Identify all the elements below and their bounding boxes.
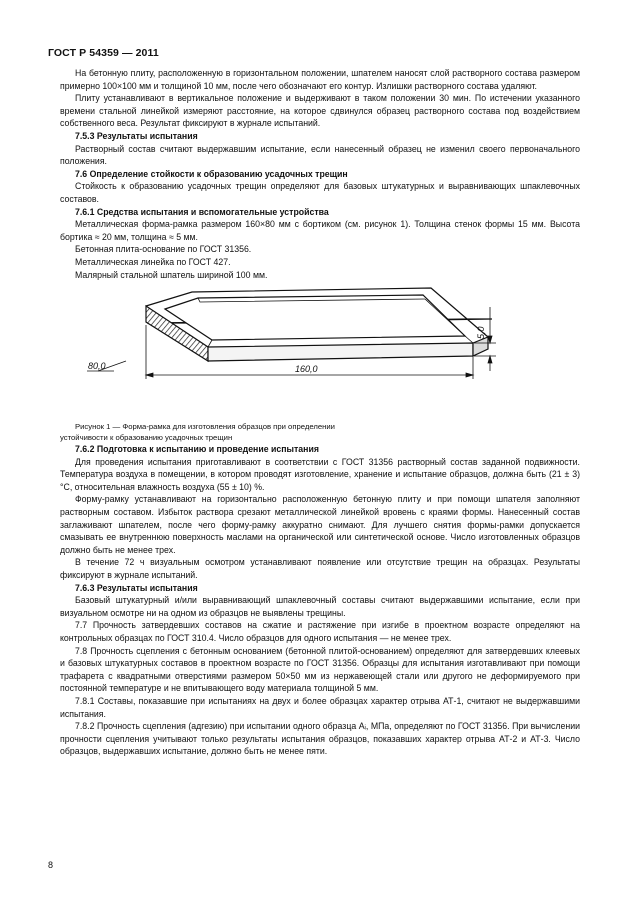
- figure-caption: [60, 421, 580, 443]
- paragraph: Стойкость к образованию усадочных трещин определяют для базовых штукатурных и выравнивающих шпаклевочных составов.: [60, 181, 580, 204]
- paragraph: На бетонную плиту, расположенную в горизонтальном положении, шпателем наносят слой растворного состава размером примерно 100×100 мм и толщиной 10 мм, после чего обозначают его контур. Излишки растворного состава удаляют.: [60, 68, 580, 91]
- dimension-width-label: 80,0: [88, 361, 106, 372]
- text-block-top: [60, 67, 580, 281]
- section-heading: 7.6.3 Результаты испытания: [75, 582, 198, 593]
- paragraph: 7.7 Прочность затвердевших составов на сжатие и растяжение при изгибе в проектном возрасте определяют на контрольных образцах по ГОСТ 310.4. Число образцов для одного испытания — не менее трех.: [60, 620, 580, 643]
- frame-mold-drawing: [60, 281, 580, 421]
- dimension-height-label: 5,0: [476, 326, 486, 340]
- paragraph: Бетонная плита-основание по ГОСТ 31356.: [75, 244, 252, 255]
- paragraph: Малярный стальной шпатель шириной 100 мм.: [75, 269, 268, 280]
- standard-header: ГОСТ Р 54359 — 2011: [48, 47, 159, 59]
- text-block-bottom: [60, 443, 580, 758]
- paragraph: Металлическая форма-рамка размером 160×80 мм с бортиком (см. рисунок 1). Толщина стенок формы 15 мм. Высота бортика ≈ 20 мм, толщина ≈ 5 мм.: [60, 219, 580, 242]
- page-number: 8: [48, 860, 54, 870]
- paragraph: Базовый штукатурный и/или выравнивающий шпаклевочный составы считают выдержавшими испытание, если при визуальном осмотре ни на одном из образцов не выявлены трещины.: [60, 595, 580, 618]
- paragraph: Для проведения испытания приготавливают в соответствии с ГОСТ 31356 растворный состав заданной подвижности. Температура воздуха в помещении, в котором проводят изготовление, хранение и испытание образцов, должна быть (21 ± 3) °С, относительная влажность воздуха (55 ± 10) %.: [60, 456, 580, 492]
- paragraph: Растворный состав считают выдержавшим испытание, если нанесенный образец не изменил своего первоначального положения.: [60, 143, 580, 167]
- paragraph: 7.8 Прочность сцепления с бетонным основанием (бетонной плитой-основанием) определяют для затвердевших клеевых и базовых штукатурных составов в проектном возрасте по ГОСТ 31356. Образцы для испытания изготавливают при помощи трафарета с квадратными отверстиями размером 50×50 мм из нержавеющей стали или другого не деформируемого при постоянной температуре и не впитывающего воду материала толщиной 5 мм.: [60, 645, 580, 694]
- page-content: [60, 67, 580, 758]
- section-heading: 7.6.2 Подготовка к испытанию и проведение испытания: [75, 444, 319, 455]
- paragraph: В течение 72 ч визуальным осмотром устанавливают появление или отсутствие трещин на образцах. Результаты фиксируют в журнале испытаний.: [60, 557, 580, 581]
- section-heading: 7.5.3 Результаты испытания: [75, 130, 198, 141]
- paragraph: Металлическая линейка по ГОСТ 427.: [75, 256, 231, 267]
- section-heading: 7.6 Определение стойкости к образованию усадочных трещин: [75, 168, 348, 179]
- section-heading: 7.6.1 Средства испытания и вспомогательные устройства: [75, 206, 329, 217]
- figure-1: [60, 281, 580, 421]
- frame-mold-shape: [146, 288, 492, 361]
- figure-caption-line2: устойчивости к образованию усадочных трещин: [60, 433, 233, 443]
- dimension-length-label: 160,0: [295, 364, 318, 375]
- paragraph: Форму-рамку устанавливают на горизонтально расположенную бетонную плиту и при помощи шпателя заполняют растворным составом. Избыток раствора срезают металлической линейкой вровень с краями формы. Нанесенный состав заглаживают шпателем, после чего форму-рамку аккуратно снимают. Для лучшего снятия формы-рамки допускается смазывать ее внутреннюю поверхность маслами на органической или синтетической основе. Число изготовленных образцов должно быть не менее трех.: [60, 494, 580, 555]
- paragraph: 7.8.1 Составы, показавшие при испытаниях на двух и более образцах характер отрыва АТ-1, считают не выдержавшими испытания.: [60, 695, 580, 719]
- paragraph: 7.8.2 Прочность сцепления (адгезию) при испытании одного образца Aᵢ, МПа, определяют по ГОСТ 31356. При вычислении прочности сцепления учитывают только результаты испытания образцов, показавших характер отрыва АТ-2 и АТ-3. Число образцов, выдержавших испытание, должно быть не менее пяти.: [60, 721, 580, 757]
- figure-caption-line1: Рисунок 1 — Форма-рамка для изготовления образцов при определении: [75, 422, 335, 432]
- paragraph: Плиту устанавливают в вертикальное положение и выдерживают в таком положении 30 мин. По истечении указанного времени стальной линейкой измеряют расстояние, на которое сдвинулся образец растворного состава под воздействием собственного веса. Результат фиксируют в журнале испытаний.: [60, 93, 580, 129]
